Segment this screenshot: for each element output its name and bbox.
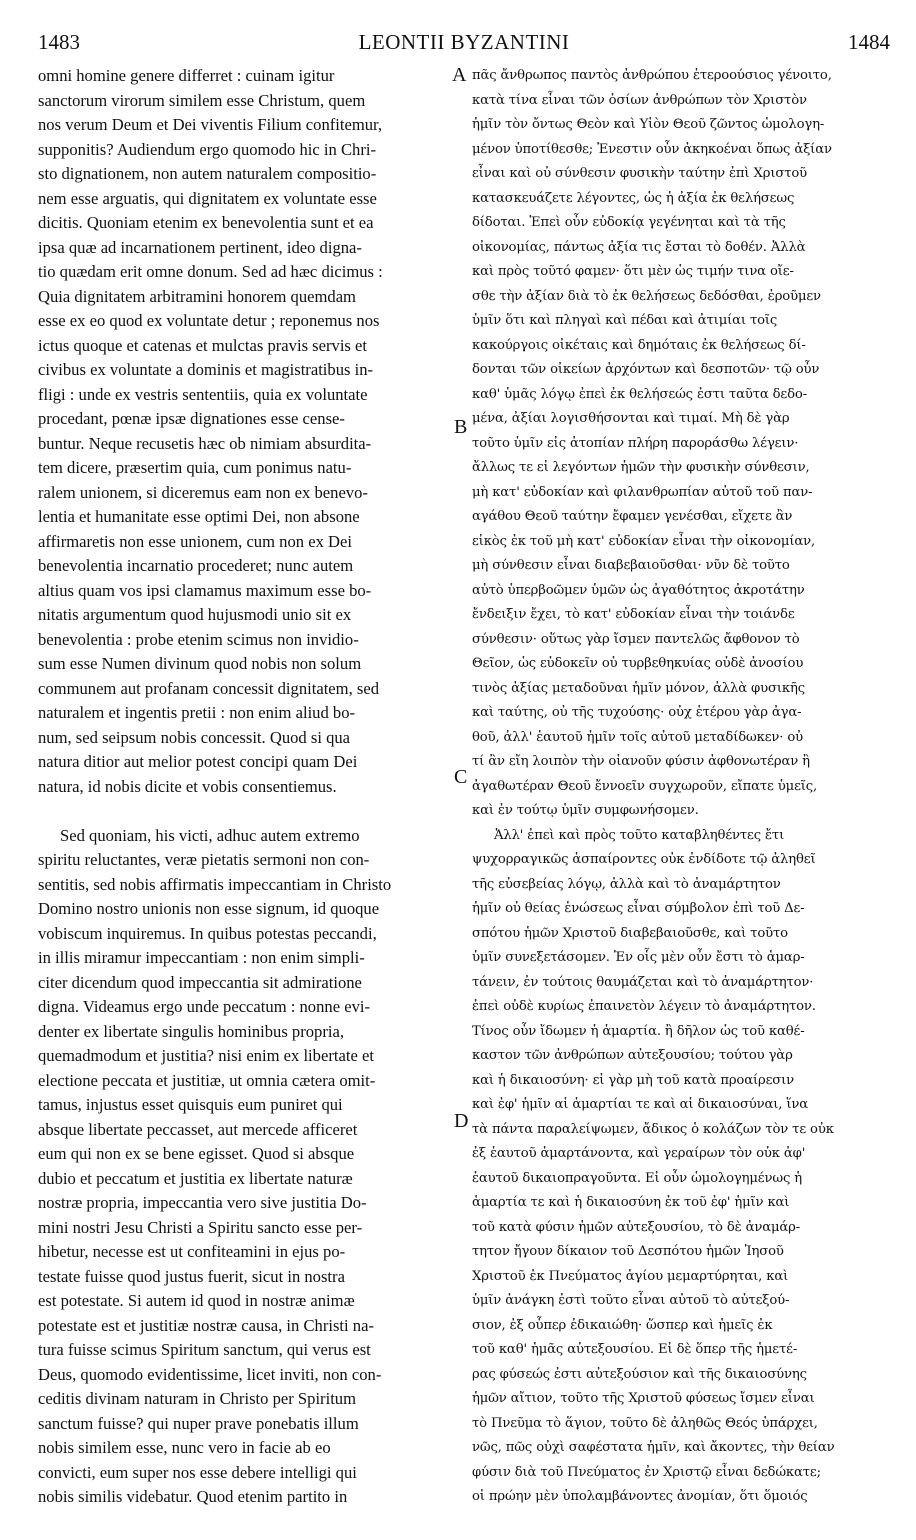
section-marker-b: B [454, 416, 468, 438]
text-line: σιον, ἐξ οὗπερ ἐδικαιώθη· ὥσπερ καὶ ἡμεῖς ἐκ [472, 1317, 773, 1333]
latin-paragraph-2 [38, 824, 448, 1510]
text-line: Quia dignitatem arbitramini honorem quemdam [38, 286, 356, 306]
text-line: καὶ ταύτης, οὐ τῆς τυχούσης· οὐχ ἑτέρου γὰρ ἀγα- [472, 705, 802, 720]
text-line: τοῦτο ὑμῖν εἰς ἀτοπίαν πλήρη παροράσθω λέγειν· [472, 435, 799, 451]
text-line: naturalem et ingentis pretii : non enim aliud bo- [38, 703, 356, 722]
text-line: sto dignationem, non autem naturalem compositio- [38, 164, 377, 183]
text-line: vobiscum inquiremus. In quibus potestas peccandi, [38, 923, 377, 943]
text-line: Ἀλλ' ἐπεὶ καὶ πρὸς τοῦτο καταβληθέντες ἔτι [494, 827, 785, 843]
text-line: tem dicere, præsertim quia, cum ponimus natu- [38, 458, 352, 477]
page-number-right: 1484 [848, 30, 890, 54]
text-line: hibetur, necesse est ut confiteamini in ejus po- [38, 1242, 346, 1261]
text-line: citer dicendum quod impeccantia sit admiratione [38, 972, 362, 992]
text-line: ἔνδειξιν ἔχει, τὸ κατ' εὐδοκίαν εἶναι τὴν τοιάνδε [472, 607, 795, 622]
text-line: πᾶς ἄνθρωπος παντὸς ἀνθρώπου ἑτεροούσιος γένοιτο, [472, 68, 832, 83]
text-line: καὶ πρὸς τοῦτό φαμεν· ὅτι μὲν ὡς τιμήν τινα οἴε- [472, 264, 794, 279]
text-line: τοῦ κατὰ φύσιν ἡμῶν αὐτεξουσίου, τὸ δὲ ἀναμάρ- [472, 1219, 801, 1235]
text-line: sanctorum virorum similem esse Christum, quem [38, 90, 366, 110]
text-line: natura ditior aut melior potest concipi quam Dei [38, 752, 358, 771]
text-line: potestate est et justitiæ nostræ causa, in Christi na- [38, 1315, 374, 1335]
section-marker-d: D [454, 1110, 469, 1132]
text-line: ὑμῖν ἀνάγκη ἐστὶ τοῦτο εἶναι αὐτοῦ τὸ αὐτεξού- [472, 1293, 790, 1308]
text-line: ipsa quæ ad incarnationem pertinent, ideo digna- [38, 237, 362, 257]
text-line: ἡμῖν τὸν ὄντως Θεὸν καὶ Υἱὸν Θεοῦ ζῶντος ὡμολογη- [472, 117, 825, 132]
greek-column [472, 64, 890, 1510]
text-line: ἁμαρτία τε καὶ ἡ δικαιοσύνη ἐκ τοῦ ἐφ' ἡμῖν καὶ [472, 1195, 790, 1210]
paragraph-gap [38, 799, 448, 824]
section-marker-a: A [452, 64, 467, 86]
page-header [38, 30, 890, 58]
text-line: αγάθου Θεοῦ ταύτην ἔφαμεν γενέσθαι, εἴχετε ἂν [472, 509, 793, 524]
text-line: εἰκὸς ἐκ τοῦ μὴ κατ' εὐδοκίαν εἶναι τὴν οἰκονομίαν, [472, 533, 816, 549]
text-line: dicitis. Quoniam etenim ex benevolentia sunt et ea [38, 213, 374, 232]
text-line: est potestate. Si autem id quod in nostræ animæ [38, 1291, 355, 1310]
text-line: οἰκονομίας, πάντως ἀξία τις ἔσται τὸ δοθέν. Ἀλλὰ [472, 239, 806, 255]
text-line: Deus, quomodo evidentissime, licet inviti, non con- [38, 1364, 382, 1384]
text-line: ὑμῖν ὅτι καὶ πληγαὶ καὶ πέδαι καὶ ἀτιμίαι τοῖς [472, 313, 778, 328]
text-line: τὸ Πνεῦμα τὸ ἅγιον, τοῦτο δὲ ἀληθῶς Θεός ὑπάρχει, [472, 1415, 818, 1431]
text-line: καθ' ὑμᾶς λόγῳ ἐπεὶ ἐκ θελήσεώς ἐστι ταῦτα δεδο- [472, 386, 807, 402]
text-line: dubio et peccatum et justitia ex libertate naturæ [38, 1168, 353, 1188]
text-line: tamus, injustus esset quisquis eum puniret qui [38, 1095, 343, 1114]
text-line: nobis similem esse, nunc vero in facie ab eo [38, 1438, 331, 1457]
text-line: mini nostri Jesu Christi a Spiritu sancto esse per- [38, 1217, 363, 1237]
text-line: eum qui non ex se bene egisset. Quod si absque [38, 1144, 355, 1163]
text-line: ἀγαθωτέραν Θεοῦ ἔννοεῖν συγχωροῦν, εἴπατε ὑμεῖς, [472, 778, 818, 794]
text-line: testate fuisse quod justus fuerit, sicut in nostra [38, 1266, 345, 1286]
text-line: ἡμῖν οὐ θείας ἑνώσεως εἶναι σύμβολον ἐπὶ τοῦ Δε- [472, 901, 805, 916]
page-number-left: 1483 [38, 30, 80, 54]
text-line: convicti, eum super nos esse debere intelligi qui [38, 1462, 357, 1482]
text-line: μένα, ἀξίαι λογισθήσονται καὶ τιμαί. Μὴ δὲ γὰρ [472, 411, 790, 426]
text-line: μένον ὑποτίθεσθε; Ἐνεστιν οὖν ἀκηκοέναι ὅπως ἀξίαν [472, 141, 832, 157]
text-line: μὴ σύνθεσιν εἶναι διαβεβαιοῦσθαι· νῦν δὲ τοῦτο [472, 558, 790, 573]
text-line: buntur. Neque recusetis hæc ob nimiam absurdita- [38, 433, 372, 453]
text-line: sentitis, sed nobis affirmatis impeccantiam in Christo [38, 874, 392, 894]
text-line: absque libertate peccasset, aut mercede afficeret [38, 1119, 358, 1139]
text-line: ἄλλως τε εἰ λεγόντων ἡμῶν τὴν φυσικὴν σύνθεσιν, [472, 460, 810, 475]
latin-column [38, 64, 448, 1510]
text-line: communem aut profanam concessit dignitatem, sed [38, 678, 379, 698]
text-line: ἑαυτοῦ δικαιοπραγοῦντα. Εἰ οὖν ὡμολογημένως ἡ [472, 1170, 802, 1186]
text-line: δονται τῶν οἰκείων ἀρχόντων καὶ δεσποτῶν· τῷ οὖν [472, 362, 820, 377]
latin-paragraph-1 [38, 64, 448, 799]
text-line: σύνθεσιν· οὕτως γὰρ ἴσμεν παντελῶς ἄφθονον τὸ [472, 631, 800, 647]
text-line: fligi : unde ex vestris sententiis, quia ex voluntate [38, 384, 368, 404]
greek-paragraph-2 [472, 824, 890, 1510]
text-line: tura fuisse scimus Spiritum sanctum, qui verus est [38, 1340, 371, 1359]
text-line: civibus ex voluntate a dominis et magistratibus in- [38, 360, 374, 379]
text-line: σθε τὴν ἀξίαν διὰ τὸ ἐκ θελήσεως δεδόσθαι, ἐροῦμεν [472, 288, 821, 304]
text-line: Θεῖον, ὡς εὐδοκεῖν οὐ τυρβεθηκυίας οὐδὲ ἀνοσίου [472, 656, 804, 671]
text-line: sum esse Numen divinum quod nobis non solum [38, 654, 362, 673]
text-line: νῶς, πῶς οὐχὶ σαφέστατα ἡμῖν, καὶ ἄκοντες, τὴν θείαν [472, 1440, 835, 1455]
text-line: Domino nostro unionis non esse signum, id quoque [38, 899, 380, 918]
text-line: procedant, pœnæ ipsæ dignationes esse cense- [38, 409, 345, 428]
text-line: nostræ propria, impeccantia vero sive justitia Do- [38, 1193, 367, 1212]
text-line: electione peccata et justitiæ, ut omnia cætera omit- [38, 1070, 376, 1090]
text-line: nitatis argumentum quod hujusmodi unio sit ex [38, 605, 352, 624]
text-line: nem esse arguatis, qui dignitatem ex voluntate esse [38, 188, 377, 208]
text-line: τῆς εὐσεβείας λόγῳ, ἀλλὰ καὶ τὸ ἀναμάρτητον [472, 876, 781, 892]
greek-paragraph-1 [472, 64, 890, 824]
text-line: natura, id nobis dicite et vobis consentiemus. [38, 776, 337, 796]
text-line: καὶ ἐν τούτῳ ὑμῖν συμφωνήσομεν. [472, 803, 699, 818]
text-line: benevolentia : probe etenim scimus non invidio- [38, 629, 359, 649]
text-line: supponitis? Audiendum ergo quomodo hic in Chri- [38, 139, 376, 159]
section-marker-c: C [454, 766, 468, 788]
text-line: num, sed seipsum nobis concessit. Quod si qua [38, 727, 351, 747]
text-line: ralem unionem, si diceremus eam non ex benevo- [38, 482, 368, 502]
text-line: ἡμῶν αἴτιον, τοῦτο τῆς Χριστοῦ φύσεως ἴσμεν εἶναι [472, 1391, 815, 1406]
text-line: lentia et humanitate esse optimi Dei, non absone [38, 507, 360, 526]
text-line: τινὸς ἀξίας μεταδοῦναι ἡμῖν μόνον, ἀλλὰ φυσικῆς [472, 680, 805, 696]
text-line: digna. Videamus ergo unde peccatum : nonne evi- [38, 997, 371, 1016]
text-line: ictus quoque et catenas et mulctas pravis servis et [38, 335, 368, 355]
text-line: Sed quoniam, his victi, adhuc autem extremo [60, 825, 360, 845]
text-line: esse ex eo quod ex voluntate detur ; reponemus nos [38, 311, 380, 330]
text-line: θοῦ, ἀλλ' ἑαυτοῦ ἡμῖν τοῖς αὐτοῦ μεταδίδωκεν· οὐ [472, 729, 804, 745]
text-line: ρας φύσεώς ἐστι αὐτεξούσιον καὶ τῆς δικαιοσύνης [472, 1366, 807, 1382]
text-line: τὰ πάντα παραλείψωμεν, ἄδικος ὁ κολάζων τὸν τε οὐκ [472, 1121, 834, 1137]
text-line: τάνειν, ἐν τούτοις θαυμάζεται καὶ τὸ ἀναμάρτητον· [472, 974, 814, 990]
text-line: εἶναι καὶ οὐ σύνθεσιν φυσικὴν ταύτην ἐπὶ Χριστοῦ [472, 166, 808, 181]
text-line: καὶ ἡ δικαιοσύνη· εἰ γὰρ μὴ τοῦ κατὰ προαίρεσιν [472, 1072, 795, 1088]
text-line: quemadmodum et justitia? nisi enim ex libertate et [38, 1046, 374, 1065]
text-line: ὑμῖν συνεξετάσομεν. Ἐν οἷς μὲν οὖν ἔστι τὸ ἁμαρ- [472, 950, 805, 965]
text-line: δίδοται. Ἐπεὶ οὖν εὐδοκίᾳ γεγένηται καὶ τὰ τῆς [472, 215, 786, 230]
text-line: altius quam vos ipsi clamamus maximum esse bo- [38, 580, 372, 600]
text-line: ψυχορραγικῶς ἀσπαίροντες οὐκ ἐνδίδοτε τῷ ἀληθεῖ [472, 852, 816, 867]
text-line: tio quædam erit omne donum. Sed ad hæc dicimus : [38, 262, 383, 281]
text-line: αὐτὸ ὑπερβοῶμεν ὑμῶν ὡς ἀγαθότητος ἀκροτάτην [472, 582, 805, 598]
text-line: τοῦ καθ' ἡμᾶς αὐτεξουσίου. Εἰ δὲ ὅπερ τῆς ἡμετέ- [472, 1342, 798, 1357]
text-line: κακούργοις οἰκέταις καὶ δημόταις ἐκ θελήσεως δί- [472, 337, 806, 353]
text-line: nobis similis videbatur. Quod etenim partito in [38, 1487, 348, 1506]
text-line: τί ἂν εἴη λοιπὸν τὴν οἱανοῦν φύσιν ἀφθονωτέραν ἢ [472, 754, 810, 769]
text-line: sanctum fuisse? qui nuper prave ponebatis illum [38, 1413, 359, 1433]
text-line: τητον ἤγουν δίκαιον τοῦ Δεσπότου ἡμῶν Ἰησοῦ [472, 1244, 784, 1259]
text-line: Τίνος οὖν ἴδωμεν ἡ ἁμαρτία. ἢ δῆλον ὡς τοῦ καθέ- [472, 1023, 805, 1039]
running-title: LEONTII BYZANTINI [358, 30, 570, 54]
text-line: κατὰ τίνα εἶναι τῶν ὁσίων ἀνθρώπων τὸν Χριστὸν [472, 92, 807, 108]
text-line: σπότου ἡμῶν Χριστοῦ διαβεβαιοῦσθε, καὶ τοῦτο [472, 925, 788, 941]
text-line: κατασκευάζετε λέγοντες, ὡς ἡ ἀξία ἐκ θελήσεως [472, 190, 795, 206]
text-line: denter ex libertate singulis hominibus propria, [38, 1021, 344, 1041]
text-line: ἐπεὶ οὐδὲ κυρίως ἐπαινετὸν λέγειν τὸ ἀναμάρτητον. [472, 999, 816, 1014]
text-line: benevolentia incarnatio procederet; nunc autem [38, 556, 354, 575]
text-line: ceditis divinam naturam in Christo per Spiritum [38, 1389, 357, 1408]
text-line: ἐξ ἑαυτοῦ ἁμαρτάνοντα, καὶ γεραίρων τὸν οὐκ ἀφ' [472, 1146, 806, 1161]
text-line: spiritu reluctantes, veræ pietatis sermoni non con- [38, 850, 370, 869]
text-line: καὶ ἐφ' ἡμῖν αἱ ἁμαρτίαι τε καὶ αἱ δικαιοσύναι, ἵνα [472, 1097, 809, 1112]
text-line: in illis miramur impeccantiam : non enim simpli- [38, 948, 365, 967]
text-line: nos verum Deum et Dei viventis Filium confitemur, [38, 115, 383, 134]
text-line: καστον τῶν ἀνθρώπων αὐτεξουσίου; τούτου γὰρ [472, 1048, 793, 1063]
text-line: φύσιν διὰ τοῦ Πνεύματος ἐν Χριστῷ εἶναι δεδώκατε; [472, 1464, 821, 1480]
text-line: μὴ κατ' εὐδοκίαν καὶ φιλανθρωπίαν αὐτοῦ τοῦ παν- [472, 484, 813, 500]
text-line: affirmaretis non esse unionem, cum non ex Dei [38, 531, 352, 551]
text-line: Χριστοῦ ἐκ Πνεύματος ἁγίου μεμαρτύρηται, καὶ [472, 1268, 789, 1284]
text-line: οἱ πρώην μὲν ὑπολαμβάνοντες ἀνομίαν, ὅτι ὅμοιός [472, 1489, 808, 1504]
text-line: omni homine genere differret : cuinam igitur [38, 66, 335, 85]
